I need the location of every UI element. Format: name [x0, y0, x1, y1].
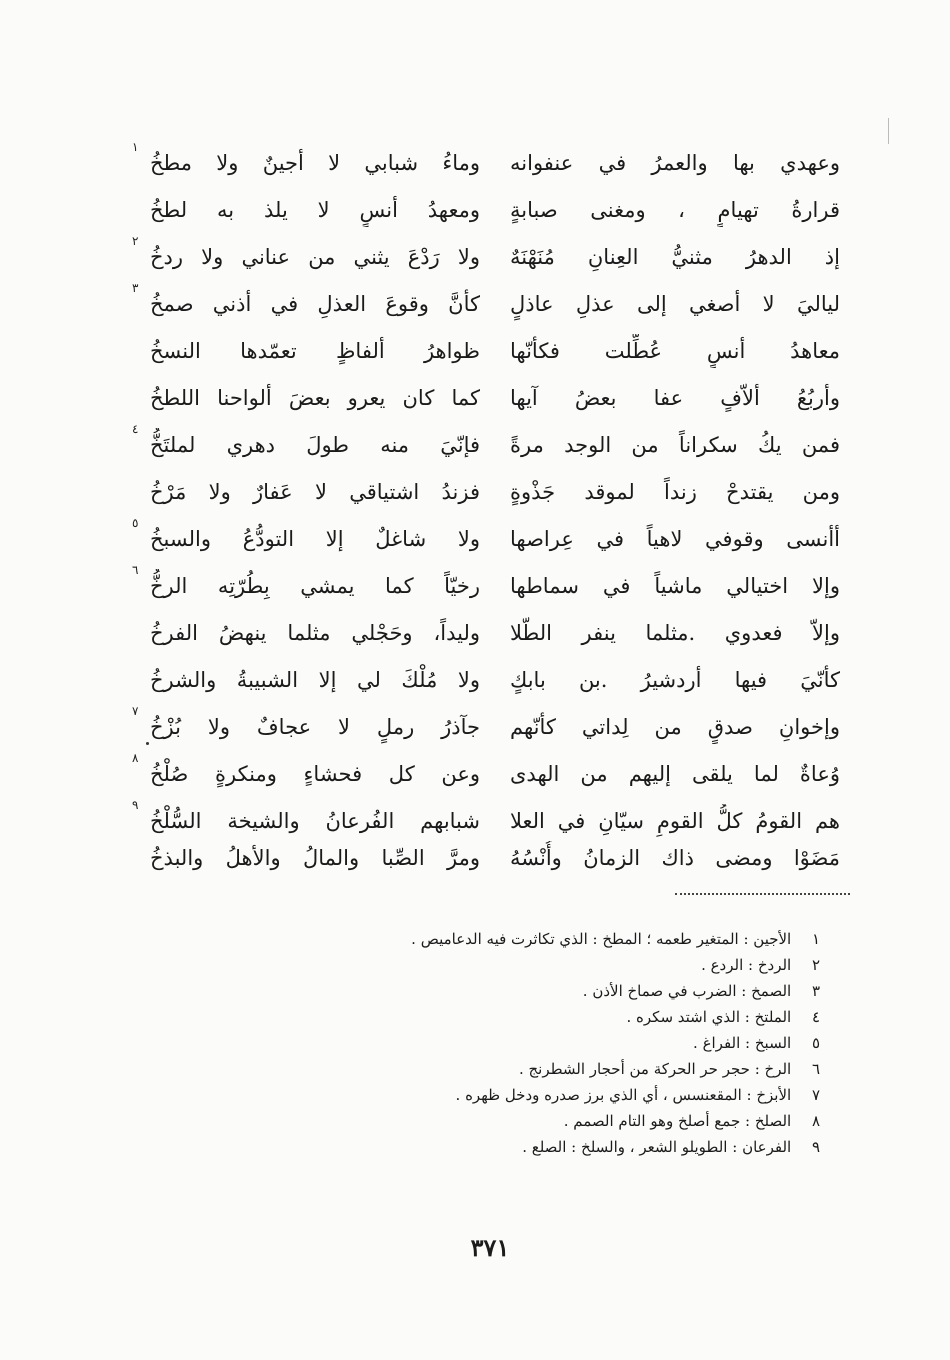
footnote-text: الرخ : حجر حر الحركة من أحجار الشطرنج .	[518, 1060, 792, 1078]
footnote-number: ٧	[811, 1086, 820, 1104]
footnote	[220, 952, 820, 978]
footnote-marker: ٨	[132, 751, 139, 765]
second-hemistich: ولا شاغلٌ إلا التودُّعُ والسبخُ	[150, 527, 480, 551]
first-hemistich: مَضَوْا ومضى ذاك الزمانُ وأُنْسُهُ	[510, 846, 840, 870]
verse-line	[132, 140, 850, 180]
first-hemistich: معاهدُ أنسٍ عُطِّلت فكأنّها	[510, 339, 840, 363]
footnote	[220, 1004, 820, 1030]
second-hemistich: ظواهرُ ألفاظٍ تعمّدها النسخُ	[150, 339, 480, 363]
verse-line	[150, 841, 850, 875]
verse-line	[132, 516, 850, 556]
footnote-marker: ٦	[132, 563, 139, 577]
footnote-text: الأجين : المتغير طعمه ؛ المطخ : الذي تكاثرت فيه الدعاميص .	[411, 930, 792, 948]
verse-line	[150, 381, 850, 415]
verse-line	[150, 663, 850, 697]
margin-mark	[888, 118, 889, 144]
footnote-marker: ١	[132, 140, 139, 154]
footnote-marker: ٤	[132, 422, 139, 436]
first-hemistich: لياليَ لا أصغي إلى عذلِ عاذلٍ	[510, 292, 840, 316]
second-hemistich: ومرَّ الصِّبا والمالُ والأهلُ والبذخُ	[150, 846, 480, 870]
first-hemistich: وُعاةٌ لما يلقى إليهم من الهدى	[510, 762, 840, 786]
first-hemistich: وإلاّ فعدوي .مثلما ينفر الطّلا	[510, 621, 840, 645]
ink-speck	[146, 742, 149, 745]
footnote-number: ٢	[811, 956, 820, 974]
verse-line	[150, 334, 850, 368]
verse-line	[132, 563, 850, 603]
footnote-number: ٩	[811, 1138, 820, 1156]
first-hemistich: فمن يكُ سكراناً من الوجد مرةً	[510, 433, 840, 457]
second-hemistich: فزندُ اشتياقي لا عَفارٌ ولا مَرْخُ	[150, 480, 480, 504]
footnote	[220, 1108, 820, 1134]
verse-line	[132, 751, 850, 791]
footnote	[220, 978, 820, 1004]
footnote-divider	[675, 893, 850, 895]
footnote-number: ٨	[811, 1112, 820, 1130]
verse-line	[132, 798, 850, 838]
footnote-marker: ٢	[132, 234, 139, 248]
poem-body	[132, 140, 850, 880]
verse-line	[132, 704, 850, 744]
footnote-number: ٣	[811, 982, 820, 1000]
first-hemistich: هم القومُ كلُّ القومِ سيّانِ في العلا	[510, 809, 840, 833]
footnote-text: الملتخ : الذي اشتد سكره .	[626, 1008, 792, 1026]
first-hemistich: وإخوانِ صدقٍ من لِداتي كأنّهم	[510, 715, 840, 739]
second-hemistich: جآذرُ رملٍ لا عجافٌ ولا بُزْخُ	[150, 715, 480, 739]
footnote-number: ٤	[811, 1008, 820, 1026]
second-hemistich: وماءُ شبابي لا أجينٌ ولا مطخُ	[150, 151, 480, 175]
verse-line	[150, 616, 850, 650]
footnote	[220, 1030, 820, 1056]
second-hemistich: كأنَّ وقوعَ العذلِ في أذني صمخُ	[150, 292, 480, 316]
footnote-marker: ٧	[132, 704, 139, 718]
footnote-marker: ٥	[132, 516, 139, 530]
footnotes	[220, 926, 820, 1160]
verse-line	[132, 234, 850, 274]
first-hemistich: قرارةُ تهيامٍ ، ومغنى صبابةٍ	[510, 198, 840, 222]
footnote-text: الأبزخ : المقعنسس ، أي الذي برز صدره ودخل ظهره .	[455, 1086, 792, 1104]
footnote-number: ٥	[811, 1034, 820, 1052]
second-hemistich: ومعهدُ أنسٍ لا يلذ به لطخُ	[150, 198, 480, 222]
footnote-text: السبخ : الفراغ .	[693, 1034, 792, 1052]
first-hemistich: ومن يقتدحْ زنداً لموقد جَذْوةٍ	[510, 480, 840, 504]
second-hemistich: وليداً، وحَجْلي مثلما ينهضُ الفرخُ	[150, 621, 480, 645]
second-hemistich: ولا مُلْكَ لي إلا الشبيبةُ والشرخُ	[150, 668, 480, 692]
first-hemistich: وإلا اختيالي ماشياً في سماطها	[510, 574, 840, 598]
page-number: ٣٧١	[470, 1233, 510, 1262]
verse-line	[150, 193, 850, 227]
second-hemistich: شبابهم الفُرعانُ والشيخة السُّلْخُ	[150, 809, 480, 833]
second-hemistich: رخيّاً كما يمشي بِطُرّتِه الرخُّ	[150, 574, 480, 598]
verse-line	[132, 422, 850, 462]
first-hemistich: وأربُعُ ألاّفٍ عفا بعضُ آيها	[510, 386, 840, 410]
second-hemistich: ولا رَدْعَ يثني من عناني ولا ردخُ	[150, 245, 480, 269]
second-hemistich: فإنّيَ منه طولَ دهري لملتَخُّ	[150, 433, 480, 457]
first-hemistich: إذ الدهرُ مثنيُّ العِنانِ مُنَهْنَهٌ	[510, 245, 840, 269]
footnote-text: الفرعان : الطويلو الشعر ، والسلخ : الصلع .	[522, 1138, 792, 1156]
second-hemistich: كما كان يعرو بعضَ ألواحنا اللطخُ	[150, 386, 480, 410]
first-hemistich: كأنّيَ فيها أردشيرُ .بن بابكٍ	[510, 668, 840, 692]
second-hemistich: وعن كل فحشاءٍ ومنكرةٍ صُلْخُ	[150, 762, 480, 786]
footnote-text: الصمخ : الضرب في صماخ الأذن .	[582, 982, 792, 1000]
first-hemistich: وعهدي بها والعمرُ في عنفوانه	[510, 151, 840, 175]
footnote	[220, 1056, 820, 1082]
verse-line	[132, 281, 850, 321]
verse-line	[150, 475, 850, 509]
first-hemistich: أأنسى وقوفي لاهياً في عِراصها	[510, 527, 840, 551]
footnote-number: ١	[811, 930, 820, 948]
footnote	[220, 926, 820, 952]
footnote-marker: ٣	[132, 281, 139, 295]
footnote-text: الصلخ : جمع أصلخ وهو التام الصمم .	[563, 1112, 792, 1130]
footnote-text: الردخ : الردع .	[701, 956, 792, 974]
footnote	[220, 1082, 820, 1108]
footnote	[220, 1134, 820, 1160]
footnote-number: ٦	[811, 1060, 820, 1078]
footnote-marker: ٩	[132, 798, 139, 812]
